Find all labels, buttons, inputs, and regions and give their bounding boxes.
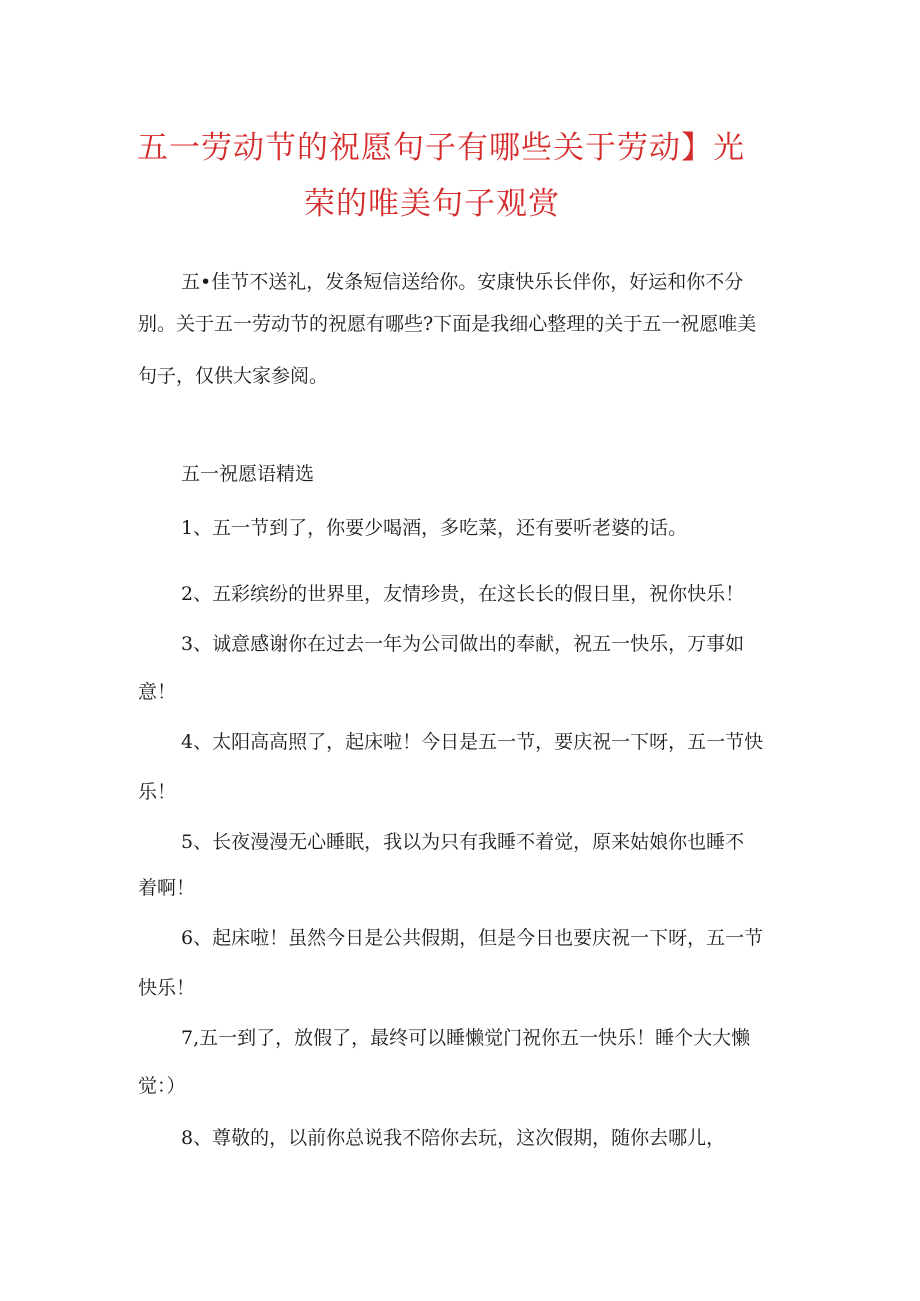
wish-item-2-line-1: 2、五彩缤纷的世界里，友情珍贵，在这长长的假日里，祝你快乐！ [181, 583, 745, 605]
wish-item-4-line-1: 4、太阳高高照了，起床啦！今日是五一节，要庆祝一下呀，五一节快 [181, 731, 764, 753]
wish-item-7-line-1: 7,五一到了，放假了，最终可以睡懒觉门祝你五一快乐！睡个大大懒 [181, 1027, 751, 1049]
document-title-line-2: 荣的唯美句子观赏 [304, 186, 560, 222]
wish-item-5-line-2: 着啊！ [138, 877, 196, 899]
wish-item-7-line-2: 觉：） [138, 1075, 186, 1097]
wish-item-3-line-2: 意！ [138, 681, 177, 703]
wish-item-6-line-2: 快乐！ [138, 977, 196, 999]
wish-item-3-line-1: 3、诚意感谢你在过去一年为公司做出的奉献，祝五一快乐，万事如 [181, 633, 745, 655]
wish-item-6-line-1: 6、起床啦！虽然今日是公共假期，但是今日也要庆祝一下呀，五一节 [181, 927, 764, 949]
section-heading: 五一祝愿语精选 [181, 463, 315, 485]
intro-line-3: 句子，仅供大家参阅。 [138, 365, 329, 387]
intro-line-1: 五•佳节不送礼，发条短信送给你。安康快乐长伴你，好运和你不分 [181, 271, 744, 293]
document-title-line-1: 五一劳动节的祝愿句子有哪些关于劳动】光 [137, 130, 745, 166]
wish-item-1-line-1: 1、五一节到了，你要少喝酒，多吃菜，还有要听老婆的话。 [181, 517, 688, 539]
wish-item-4-line-2: 乐！ [138, 781, 177, 803]
wish-item-5-line-1: 5、长夜漫漫无心睡眠，我以为只有我睡不着觉，原来姑娘你也睡不 [181, 831, 745, 853]
wish-item-8-line-1: 8、尊敬的，以前你总说我不陪你去玩，这次假期，随你去哪儿， [181, 1127, 726, 1149]
intro-line-2: 别。关于五一劳动节的祝愿有哪些?下面是我细心整理的关于五一祝愿唯美 [138, 313, 757, 335]
